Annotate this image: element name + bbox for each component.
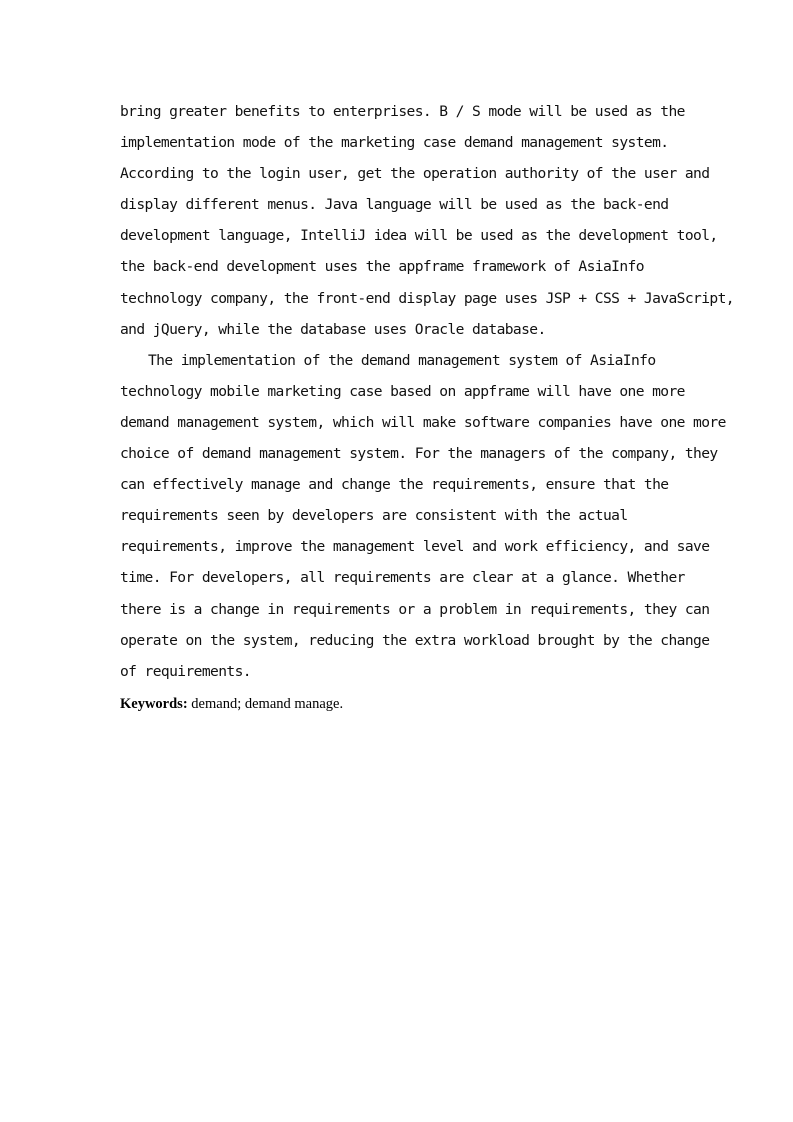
- text-line: time. For developers, all requirements are clear at a glance. Whether: [120, 569, 685, 587]
- text-line: can effectively manage and change the requirements, ensure that the: [120, 476, 669, 494]
- text-line: development language, IntelliJ idea will be used as the development tool,: [120, 227, 718, 245]
- text-line: bring greater benefits to enterprises. B / S mode will be used as the: [120, 103, 685, 120]
- text-line: demand management system, which will make software companies have one more: [120, 413, 726, 431]
- keywords-line: [120, 694, 343, 714]
- text-line: choice of demand management system. For the managers of the company, they: [120, 445, 718, 463]
- text-line: technology company, the front-end display page uses JSP + CSS + JavaScript,: [120, 289, 734, 307]
- text-line: The implementation of the demand management system of AsiaInfo: [148, 351, 656, 369]
- keywords-label: Keywords:: [120, 696, 188, 712]
- text-line: of requirements.: [120, 662, 251, 680]
- text-line: display different menus. Java language will be used as the back-end: [120, 196, 669, 214]
- text-line: requirements seen by developers are consistent with the actual: [120, 507, 628, 525]
- keywords-value: demand; demand manage.: [187, 696, 344, 712]
- text-line: the back-end development uses the appframe framework of AsiaInfo: [120, 258, 644, 276]
- text-line: implementation mode of the marketing case demand management system.: [120, 134, 669, 152]
- text-line: requirements, improve the management level and work efficiency, and save: [120, 538, 710, 556]
- text-line: operate on the system, reducing the extra workload brought by the change: [120, 631, 710, 649]
- text-line: technology mobile marketing case based on appframe will have one more: [120, 382, 685, 400]
- text-line: there is a change in requirements or a problem in requirements, they can: [120, 600, 710, 618]
- abstract-body: [120, 96, 734, 687]
- text-line: and jQuery, while the database uses Oracle database.: [120, 320, 546, 338]
- text-line: According to the login user, get the operation authority of the user and: [120, 165, 710, 183]
